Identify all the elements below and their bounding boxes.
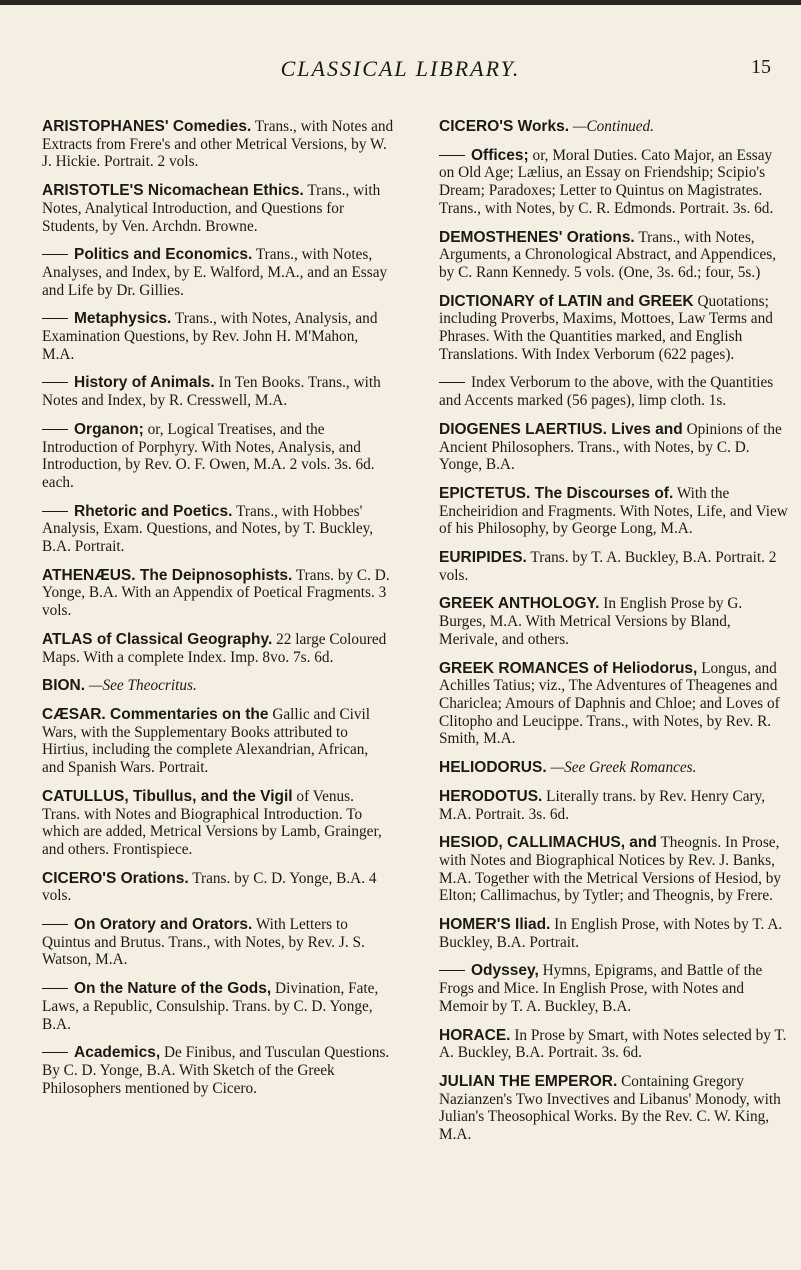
catalog-entry	[42, 870, 394, 905]
entry-heading: Odyssey,	[471, 962, 539, 980]
entry-heading: On Oratory and Orators.	[74, 916, 253, 934]
catalog-entry	[439, 1027, 791, 1062]
ditto-dash	[439, 382, 465, 383]
entry-heading: HESIOD, CALLIMACHUS, and	[439, 834, 657, 852]
entry-description: Trans. by T. A. Buckley, B.A. Portrait. 2 vols.	[439, 549, 777, 584]
catalog-entry	[42, 118, 394, 171]
catalog-entry	[439, 293, 791, 364]
entry-description: Hymns, Epigrams, and Battle of the Frogs and Mice. In English Prose, with Notes and Memoir by T. A. Buckley, B.A.	[439, 962, 763, 1015]
ditto-dash	[42, 1052, 68, 1053]
entry-description: Longus, and Achilles Tatius; viz., The Adventures of Theagenes and Chariclea; Amours of Daphnis and Chloe; and Loves of Clitopho and Leucippe. Trans., with Notes, by Rev. R. Smith, M.A.	[439, 659, 780, 748]
catalog-entry	[439, 788, 791, 823]
entry-description: In Prose by Smart, with Notes selected by T. A. Buckley, B.A. Portrait. 3s. 6d.	[439, 1026, 787, 1062]
entry-heading: EURIPIDES.	[439, 549, 527, 567]
entry-description: Index Verborum to the above, with the Quantities and Accents marked (56 pages), limp cloth. 1s.	[439, 374, 774, 410]
left-column	[42, 118, 394, 1108]
catalog-entry	[42, 374, 394, 409]
entry-description: Containing Gregory Nazianzen's Two Invectives and Libanus' Monody, with Julian's Theosophical Works. By the Rev. C. W. King, M.A.	[439, 1072, 781, 1144]
catalog-entry	[439, 759, 791, 777]
catalog-entry	[439, 118, 791, 136]
entry-heading: Politics and Economics.	[74, 246, 253, 264]
catalog-entry	[439, 660, 791, 749]
entry-description: Theognis. In Prose, with Notes and Biographical Notices by Rev. J. Banks, M.A. Together with the Metrical Versions of Hesiod, by Elton; Callimachus, by Tytler; and Theognis, by Frere.	[439, 834, 782, 905]
ditto-dash	[439, 155, 465, 156]
entry-description: In Ten Books. Trans., with Notes and Index, by R. Cresswell, M.A.	[42, 374, 381, 410]
catalog-entry	[439, 962, 791, 1015]
catalog-entry	[42, 677, 394, 695]
entry-description: With Letters to Quintus and Brutus. Trans., with Notes, by Rev. J. S. Watson, M.A.	[42, 916, 365, 969]
running-title: CLASSICAL LIBRARY.	[280, 56, 521, 81]
entry-heading: HERODOTUS.	[439, 787, 543, 805]
entry-heading: GREEK ROMANCES of Heliodorus,	[439, 659, 698, 677]
top-rule	[0, 0, 801, 5]
catalog-entry	[439, 421, 791, 474]
catalog-entry	[42, 182, 394, 235]
catalog-entry	[42, 1044, 394, 1097]
entry-description: With the Encheiridion and Fragments. With Notes, Life, and View of his Philosophy, by George Long, M.A.	[439, 484, 788, 538]
entry-description: Opinions of the Ancient Philosophers. Trans., with Notes, by C. D. Yonge, B.A.	[439, 420, 782, 474]
entry-description: Trans., with Notes and Extracts from Frere's and other Metrical Versions, by W. J. Hickie. Portrait. 2 vols.	[42, 118, 394, 171]
entry-description: —Continued.	[572, 118, 655, 135]
entry-heading: Offices;	[471, 146, 529, 164]
entry-description: or, Logical Treatises, and the Introduction of Porphyry. With Notes, Analysis, and Introduction, by Rev. O. F. Owen, M.A. 2 vols. 3s. 6d. each.	[42, 420, 375, 491]
entry-description: In English Prose by G. Burges, M.A. With Metrical Versions by Bland, Merivale, and others.	[439, 595, 743, 648]
entry-heading: JULIAN THE EMPEROR.	[439, 1072, 618, 1090]
entry-description: —See Greek Romances.	[550, 759, 697, 777]
entry-description: or, Moral Duties. Cato Major, an Essay on Old Age; Lælius, an Essay on Friendship; Scipio's Dream; Paradoxes; Letter to Quintus on Magistrates. Trans., with Notes, by C. R. Edmonds. Portrait. 3s. 6d.	[439, 146, 774, 217]
entry-description: Trans., with Notes, Analyses, and Index, by E. Walford, M.A., and an Essay and Life by Dr. Gillies.	[42, 246, 388, 299]
ditto-dash	[439, 970, 465, 971]
entry-heading: DIOGENES LAERTIUS. Lives and	[439, 420, 683, 438]
catalog-entry	[42, 706, 394, 777]
page-header	[0, 50, 801, 86]
catalog-entry	[439, 229, 791, 282]
entry-heading: History of Animals.	[74, 374, 215, 392]
entry-heading: HELIODORUS.	[439, 759, 547, 777]
ditto-dash	[42, 924, 68, 925]
entry-heading: CICERO'S Works.	[439, 118, 570, 135]
entry-description: Trans., with Hobbes' Analysis, Exam. Questions, and Notes, by T. Buckley, B.A. Portrait.	[42, 502, 374, 556]
entry-description: Trans., with Notes, Analysis, and Examination Questions, by Rev. John H. M'Mahon, M.A.	[42, 310, 378, 363]
entry-heading: CICERO'S Orations.	[42, 869, 189, 887]
catalog-entry	[42, 503, 394, 556]
catalog-entry	[439, 485, 791, 538]
entry-description: In English Prose, with Notes by T. A. Buckley, B.A. Portrait.	[439, 916, 783, 951]
catalog-entry	[439, 595, 791, 648]
catalog-entry	[439, 916, 791, 951]
catalog-entry	[42, 788, 394, 859]
entry-description: Gallic and Civil Wars, with the Supplementary Books attributed to Hirtius, including the complete Alexandrian, African, and Spanish Wars. Portrait.	[42, 705, 371, 777]
entry-heading: EPICTETUS. The Discourses of.	[439, 484, 674, 502]
catalog-entry	[42, 246, 394, 299]
entry-heading: ARISTOPHANES' Comedies.	[42, 118, 252, 135]
entry-description: De Finibus, and Tusculan Questions. By C. D. Yonge, B.A. With Sketch of the Greek Philosophers mentioned by Cicero.	[42, 1044, 390, 1097]
entry-description: of Venus. Trans. with Notes and Biographical Introduction. To which are added, Metrical Versions by Lamb, Grainger, and others. Frontispiece.	[42, 787, 382, 858]
entry-heading: CATULLUS, Tibullus, and the Vigil	[42, 787, 293, 805]
catalog-entry	[42, 567, 394, 620]
ditto-dash	[42, 988, 68, 989]
entry-description: —See Theocritus.	[88, 677, 197, 695]
entry-heading: Rhetoric and Poetics.	[74, 502, 233, 520]
entry-heading: On the Nature of the Gods,	[74, 980, 272, 998]
page-number: 15	[751, 56, 771, 78]
catalog-entry	[42, 421, 394, 492]
entry-heading: Academics,	[74, 1044, 161, 1062]
catalog-entry	[439, 374, 791, 409]
catalog-entry	[42, 631, 394, 666]
catalog-entry	[42, 916, 394, 969]
entry-heading: DICTIONARY of LATIN and GREEK	[439, 292, 694, 310]
entry-heading: DEMOSTHENES' Orations.	[439, 228, 635, 246]
entry-heading: Organon;	[74, 420, 144, 438]
entry-description: 22 large Coloured Maps. With a complete Index. Imp. 8vo. 7s. 6d.	[42, 630, 387, 666]
catalog-entry	[42, 310, 394, 363]
entry-heading: CÆSAR. Commentaries on the	[42, 705, 269, 723]
entry-description: Trans., with Notes, Analytical Introduction, and Questions for Students, by Ven. Archdn. Browne.	[42, 182, 381, 235]
entry-description: Quotations; including Proverbs, Maxims, Mottoes, Law Terms and Phrases. With the Quantities marked, and English Translations. With Index Verborum (622 pages).	[439, 292, 773, 363]
entry-heading: ATLAS of Classical Geography.	[42, 630, 273, 648]
entry-description: Trans. by C. D. Yonge, B.A. 4 vols.	[42, 869, 377, 905]
entry-heading: HOMER'S Iliad.	[439, 916, 551, 934]
ditto-dash	[42, 429, 68, 430]
entry-heading: Metaphysics.	[74, 310, 172, 328]
ditto-dash	[42, 382, 68, 383]
ditto-dash	[42, 254, 68, 255]
catalog-entry	[42, 980, 394, 1033]
entry-heading: ATHENÆUS. The Deipnosophists.	[42, 566, 293, 584]
entry-description: Trans. by C. D. Yonge, B.A. With an Appendix of Poetical Fragments. 3 vols.	[42, 566, 390, 620]
entry-heading: ARISTOTLE'S Nicomachean Ethics.	[42, 182, 304, 200]
right-column	[439, 118, 791, 1155]
entry-heading: BION.	[42, 677, 86, 695]
entry-description: Trans., with Notes, Arguments, a Chronological Abstract, and Appendices, by C. Rann Kennedy. 5 vols. (One, 3s. 6d.; four, 5s.)	[439, 228, 777, 281]
entry-heading: GREEK ANTHOLOGY.	[439, 595, 600, 613]
catalog-entry	[439, 1073, 791, 1144]
catalog-entry	[439, 147, 791, 218]
ditto-dash	[42, 318, 68, 319]
ditto-dash	[42, 511, 68, 512]
entry-heading: HORACE.	[439, 1026, 511, 1044]
entry-description: Divination, Fate, Laws, a Republic, Consulship. Trans. by C. D. Yonge, B.A.	[42, 980, 379, 1033]
entry-description: Literally trans. by Rev. Henry Cary, M.A. Portrait. 3s. 6d.	[439, 787, 766, 823]
catalog-entry	[439, 834, 791, 905]
catalog-entry	[439, 549, 791, 584]
